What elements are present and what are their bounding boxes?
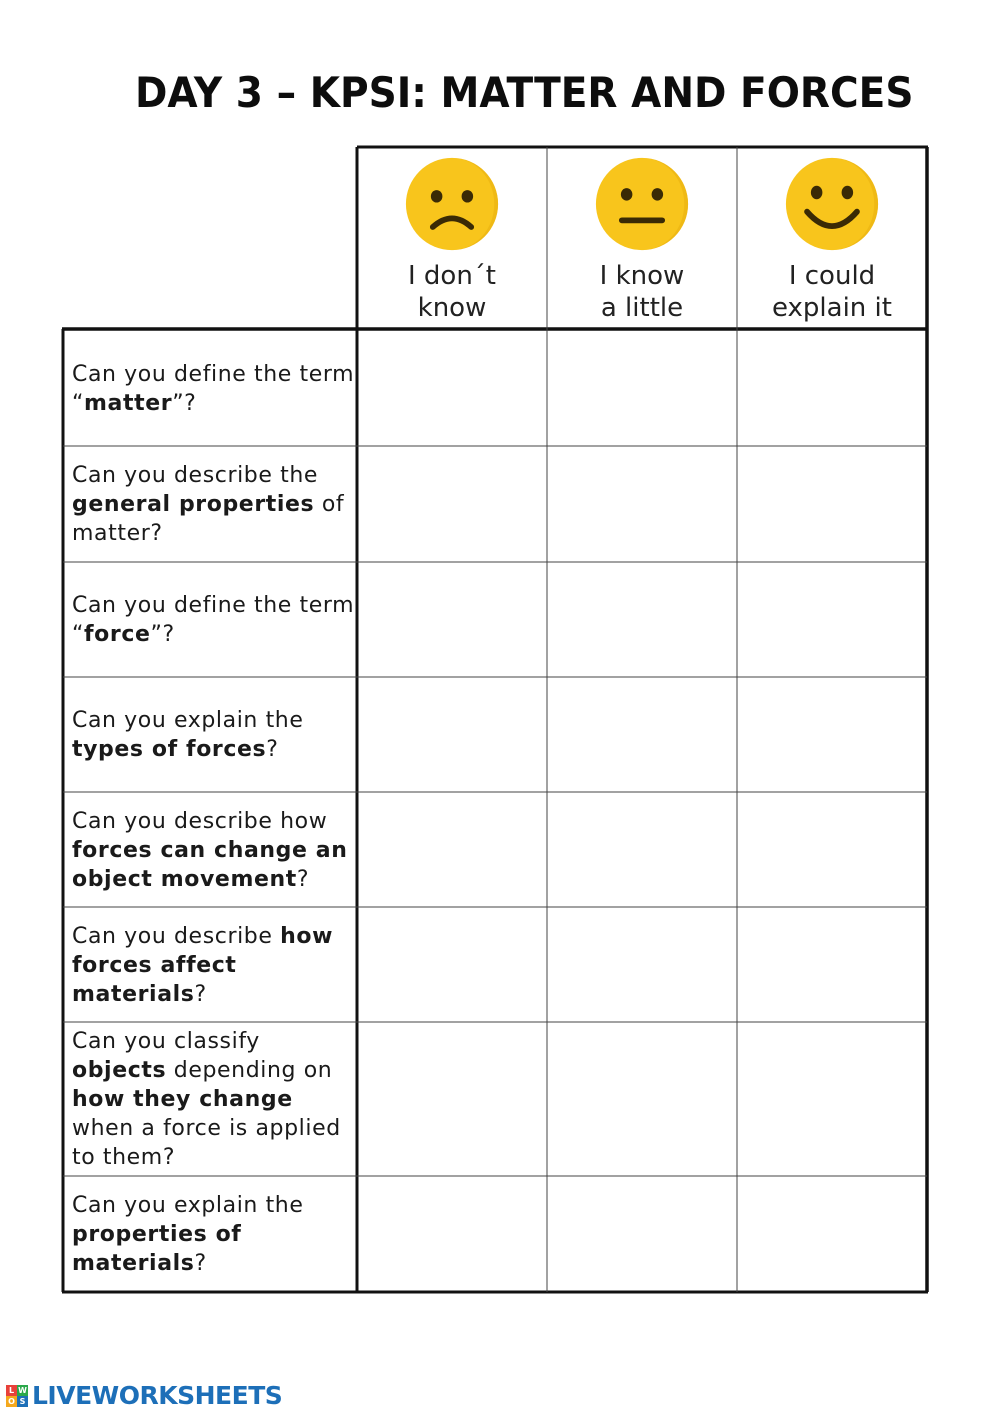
question-keyword: objects <box>72 1058 167 1083</box>
answer-cell-dont-know[interactable] <box>358 908 546 1022</box>
question-fragment: ? <box>296 866 310 892</box>
question-keyword: general properties <box>72 492 315 517</box>
question-text <box>72 706 356 764</box>
answer-cell-could-explain[interactable] <box>738 678 926 792</box>
question-fragment: ? <box>194 1251 207 1276</box>
column-label: I know a little <box>599 261 685 323</box>
question-text <box>72 1191 356 1278</box>
answer-cell-dont-know[interactable] <box>358 563 546 677</box>
answer-cell-know-little[interactable] <box>548 331 736 446</box>
answer-cell-know-little[interactable] <box>548 1177 736 1292</box>
question-text <box>72 922 356 1009</box>
liveworksheets-logo <box>6 1381 282 1410</box>
neutral-face-icon <box>594 156 690 252</box>
answer-cell-could-explain[interactable] <box>738 331 926 446</box>
question-fragment: ? <box>194 981 207 1007</box>
brand-name: LIVEWORKSHEETS <box>32 1381 283 1410</box>
column-header-know-little <box>547 147 737 328</box>
question-fragment: ”? <box>150 622 175 647</box>
answer-cell-know-little[interactable] <box>548 1023 736 1176</box>
question-fragment: ? <box>266 737 279 762</box>
question-keyword: how they change <box>72 1087 293 1112</box>
question-text <box>72 591 356 649</box>
question-text <box>72 1027 356 1172</box>
answer-cell-know-little[interactable] <box>548 563 736 677</box>
answer-cell-could-explain[interactable] <box>738 908 926 1022</box>
logo-letter: L <box>6 1385 17 1396</box>
question-fragment: ”? <box>172 390 197 416</box>
question-fragment: Can you classify <box>72 1029 260 1054</box>
column-label: I don´t know <box>407 261 497 323</box>
question-row <box>62 447 356 562</box>
question-row <box>62 331 356 446</box>
logo-letter: W <box>18 1385 27 1395</box>
column-label: I could explain it <box>772 261 892 323</box>
question-row <box>62 908 356 1022</box>
answer-cell-dont-know[interactable] <box>358 447 546 562</box>
question-fragment: Can you define the term “ <box>72 361 355 416</box>
question-row <box>62 678 356 792</box>
question-row <box>62 1023 356 1176</box>
question-keyword: how forces affect materials <box>72 923 334 1007</box>
answer-cell-could-explain[interactable] <box>738 1023 926 1176</box>
answer-cell-dont-know[interactable] <box>358 1177 546 1292</box>
question-text <box>72 461 356 548</box>
question-fragment: Can you define the term “ <box>72 593 355 647</box>
question-text <box>72 807 356 894</box>
question-row <box>62 1177 356 1292</box>
logo-letter: S <box>17 1396 28 1407</box>
answer-cell-could-explain[interactable] <box>738 563 926 677</box>
answer-cell-know-little[interactable] <box>548 678 736 792</box>
liveworksheets-logo-icon <box>6 1385 28 1407</box>
question-text <box>72 360 356 418</box>
question-fragment: Can you describe the <box>72 463 319 488</box>
column-header-dont-know <box>357 147 547 328</box>
happy-face-icon <box>784 156 880 252</box>
question-row <box>62 793 356 907</box>
question-keyword: types of forces <box>72 737 267 762</box>
question-fragment: when a force is applied to them? <box>72 1116 341 1170</box>
answer-cell-could-explain[interactable] <box>738 447 926 562</box>
answer-cell-could-explain[interactable] <box>738 1177 926 1292</box>
question-fragment: Can you describe how <box>72 808 328 834</box>
question-keyword: properties of materials <box>72 1222 242 1276</box>
answer-cell-dont-know[interactable] <box>358 793 546 907</box>
answer-cell-know-little[interactable] <box>548 447 736 562</box>
answer-cell-know-little[interactable] <box>548 793 736 907</box>
question-keyword: force <box>84 622 151 647</box>
question-fragment: Can you explain the <box>72 708 304 733</box>
question-fragment: of matter? <box>72 492 345 546</box>
logo-letter: O <box>6 1396 17 1407</box>
question-fragment: Can you describe <box>72 923 281 949</box>
question-keyword: forces can change an object movement <box>72 837 348 892</box>
column-header-could-explain <box>737 147 927 328</box>
question-row <box>62 563 356 677</box>
answer-cell-dont-know[interactable] <box>358 678 546 792</box>
answer-cell-dont-know[interactable] <box>358 331 546 446</box>
answer-cell-know-little[interactable] <box>548 908 736 1022</box>
answer-cell-could-explain[interactable] <box>738 793 926 907</box>
question-keyword: matter <box>84 390 173 416</box>
sad-face-icon <box>404 156 500 252</box>
page-title: DAY 3 – KPSI: MATTER AND FORCES <box>135 68 914 117</box>
question-fragment: Can you explain the <box>72 1193 304 1218</box>
answer-cell-dont-know[interactable] <box>358 1023 546 1176</box>
question-fragment: depending on <box>166 1058 333 1083</box>
